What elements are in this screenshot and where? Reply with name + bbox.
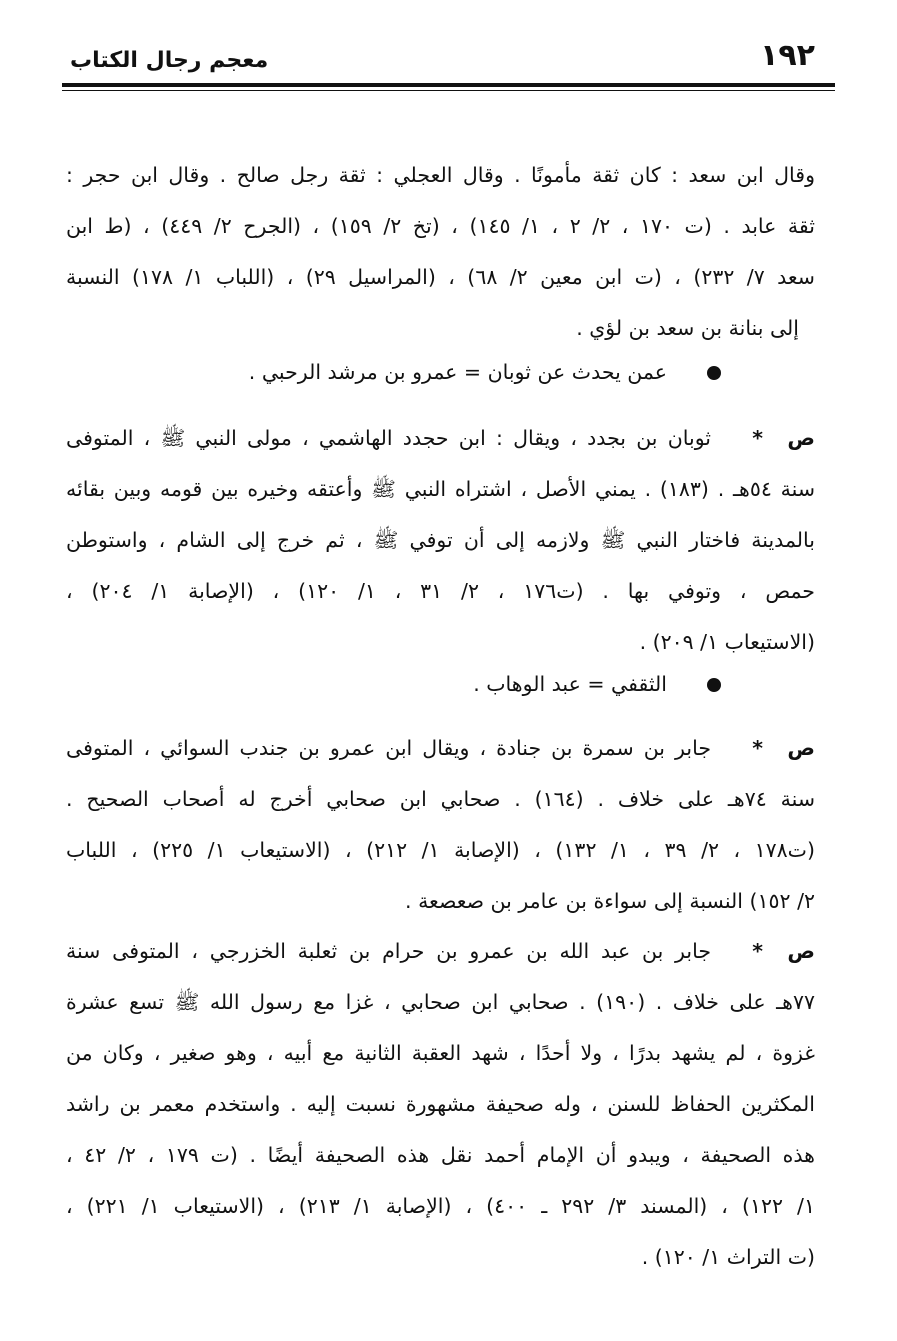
running-header	[62, 38, 835, 88]
header-rule-thin	[62, 90, 835, 91]
entry-jabir-ibn-abdullah	[66, 926, 815, 1283]
cross-reference-text: عمن يحدث عن ثوبان = عمرو بن مرشد الرحبي .	[248, 360, 667, 384]
header-rule-thick	[62, 83, 835, 87]
entry-head-line	[66, 413, 815, 464]
cross-reference-bullet	[473, 672, 721, 696]
text-line: سعد ٧/ ٢٣٢) ، (ت ابن معين ٢/ ٦٨) ، (المراسيل ٢٩) ، (اللباب ١/ ١٧٨) النسبة	[66, 265, 815, 289]
cross-reference-bullet	[249, 360, 721, 384]
text-line: ٢/ ١٥٢) النسبة إلى سواءة بن عامر بن صعصعة .	[405, 889, 815, 913]
page-number: ١٩٢	[760, 38, 815, 73]
text-line: ٧٧هـ على خلاف . (١٩٠) . صحابي ابن صحابي ، غزا مع رسول الله ﷺ تسع عشرة	[66, 990, 815, 1014]
text-line: ثوبان بن بجدد ، ويقال : ابن حجدد الهاشمي ، مولى النبي ﷺ ، المتوفى	[66, 426, 711, 450]
text-line: (ت التراث ١/ ١٢٠) .	[641, 1245, 815, 1269]
entry-marker: ص	[787, 939, 815, 963]
star-icon: *	[752, 736, 763, 760]
text-line: ١/ ١٢٢) ، (المسند ٣/ ٢٩٢ ـ ٤٠٠) ، (الإصابة ١/ ٢١٣) ، (الاستيعاب ١/ ٢٢١) ،	[66, 1194, 815, 1218]
entry-head-line	[66, 723, 815, 774]
text-line: هذه الصحيفة ، ويبدو أن الإمام أحمد نقل هذه الصحيفة أيضًا . (ت ١٧٩ ، ٢/ ٤٢ ،	[66, 1143, 815, 1167]
text-line: ثقة عابد . (ت ١٧٠ ، ٢/ ٢ ، ١/ ١٤٥) ، (تخ ٢/ ١٥٩) ، (الجرح ٢/ ٤٤٩) ، (ط ابن	[66, 214, 815, 238]
cross-reference-text: الثقفي = عبد الوهاب .	[473, 672, 667, 696]
bullet-icon	[707, 678, 721, 692]
star-icon: *	[752, 426, 763, 450]
entry-jabir-ibn-samura	[66, 723, 815, 927]
text-line: إلى بنانة بن سعد بن لؤي .	[576, 316, 799, 340]
text-line: (الاستيعاب ١/ ٢٠٩) .	[639, 630, 815, 654]
text-line: (ت١٧٨ ، ٢/ ٣٩ ، ١/ ١٣٢) ، (الإصابة ١/ ٢١٢) ، (الاستيعاب ١/ ٢٢٥) ، اللباب	[66, 838, 815, 862]
paragraph-ibn-saad	[66, 150, 815, 354]
text-line: غزوة ، لم يشهد بدرًا ، ولا أحدًا ، شهد العقبة الثانية مع أبيه ، وهو صغير ، وكان من	[66, 1041, 815, 1065]
text-line: المكثرين الحفاظ للسنن ، وله صحيفة مشهورة نسبت إليه . واستخدم معمر بن راشد	[66, 1092, 815, 1116]
entry-marker: ص	[787, 736, 815, 760]
star-icon: *	[752, 939, 763, 963]
book-title: معجم رجال الكتاب	[70, 48, 269, 73]
text-line: وقال ابن سعد : كان ثقة مأمونًا . وقال العجلي : ثقة رجل صالح . وقال ابن حجر :	[66, 163, 815, 187]
text-line: سنة ٧٤هـ على خلاف . (١٦٤) . صحابي ابن صحابي أخرج له أصحاب الصحيح .	[66, 787, 815, 811]
text-line: جابر بن سمرة بن جنادة ، ويقال ابن عمرو بن جندب السوائي ، المتوفى	[66, 736, 711, 760]
text-line: جابر بن عبد الله بن عمرو بن حرام بن ثعلبة الخزرجي ، المتوفى سنة	[66, 939, 711, 963]
text-line: بالمدينة فاختار النبي ﷺ ولازمه إلى أن توفي ﷺ ، ثم خرج إلى الشام ، واستوطن	[66, 528, 815, 552]
entry-head-line	[66, 926, 815, 977]
text-line: حمص ، وتوفي بها . (ت١٧٦ ، ٢/ ٣١ ، ١/ ١٢٠) ، (الإصابة ١/ ٢٠٤) ،	[66, 579, 815, 603]
bullet-icon	[707, 366, 721, 380]
entry-marker: ص	[787, 426, 815, 450]
entry-thawban	[66, 413, 815, 668]
text-line: سنة ٥٤هـ . (١٨٣) . يمني الأصل ، اشتراه النبي ﷺ وأعتقه وخيره بين قومه وبين بقائه	[66, 477, 815, 501]
